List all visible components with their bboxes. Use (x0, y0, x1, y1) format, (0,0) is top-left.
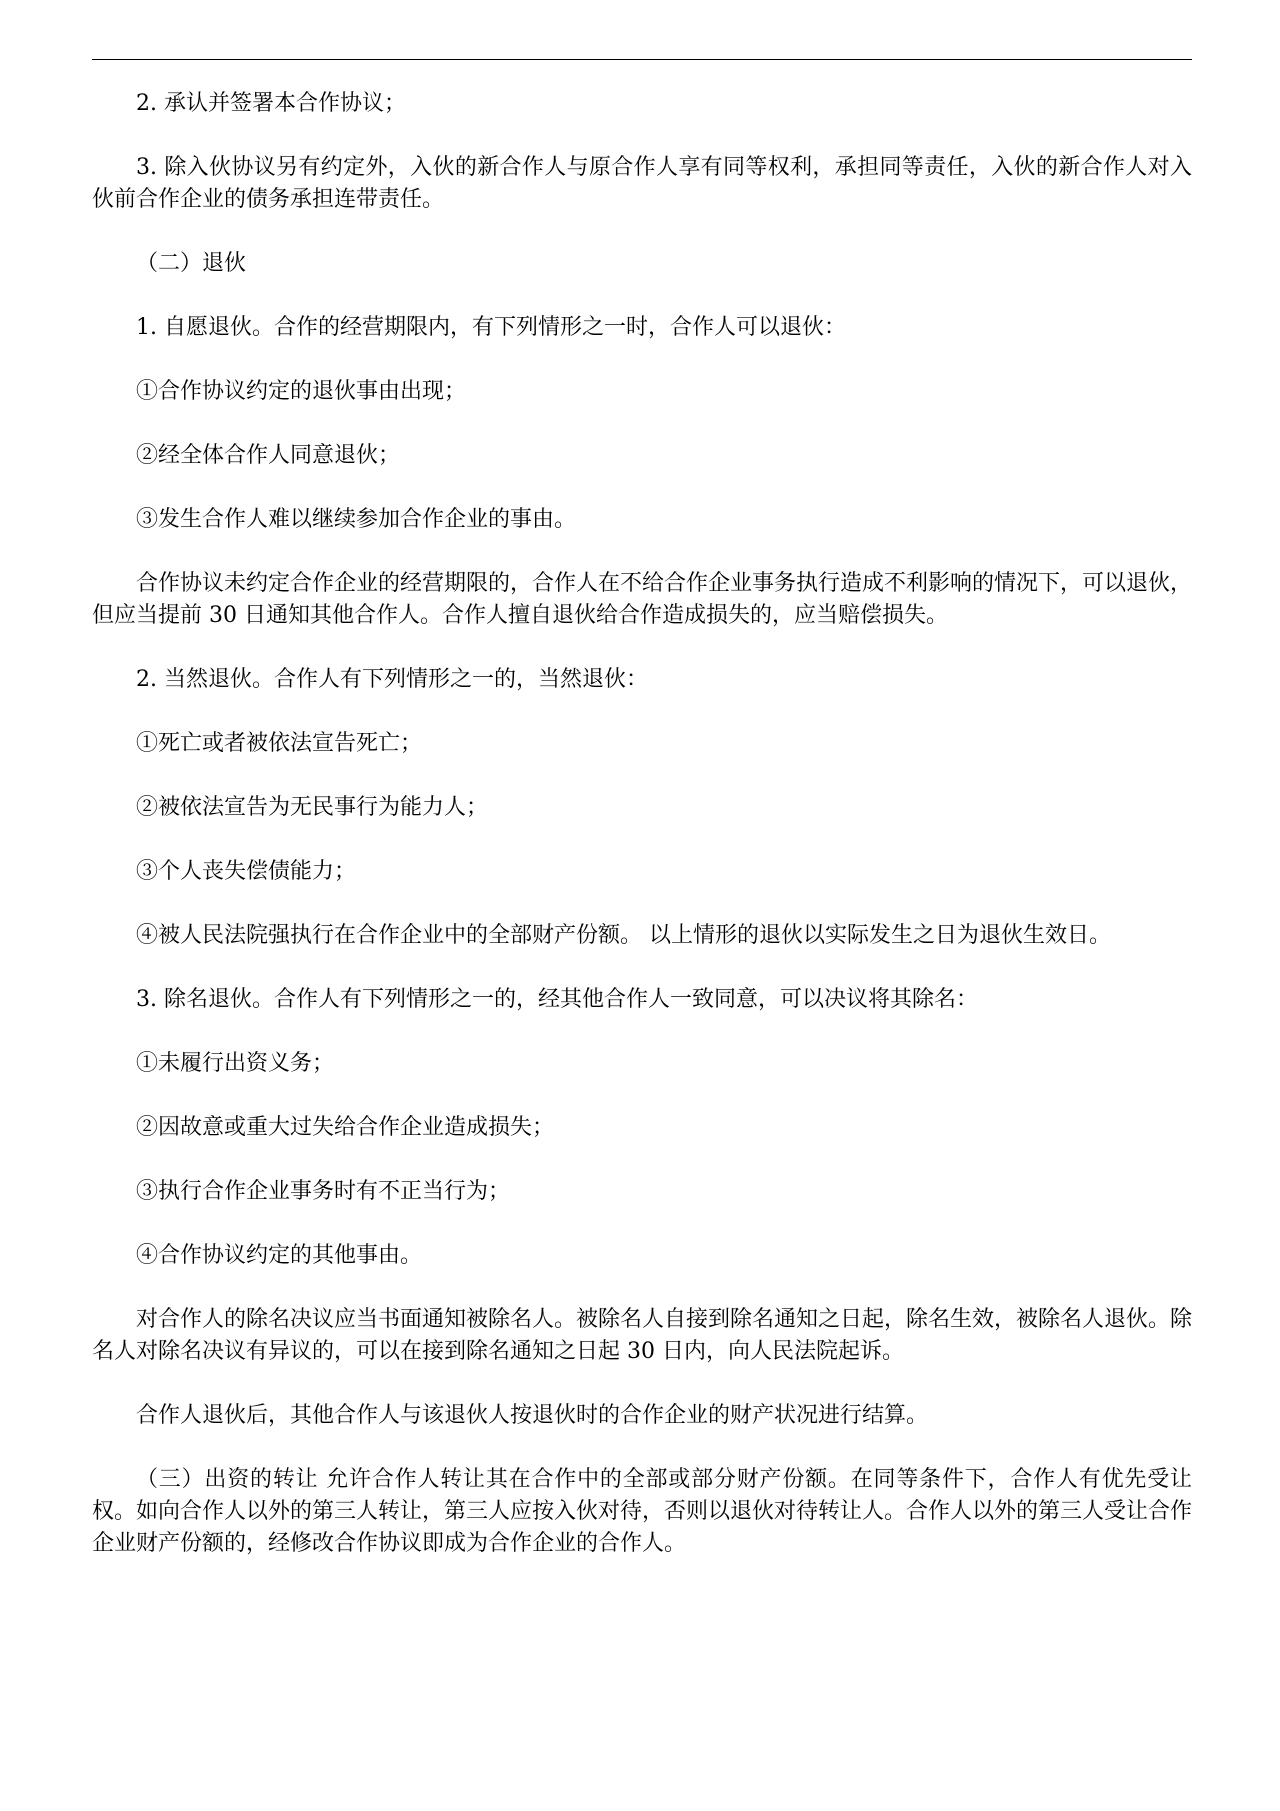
list-item: ④合作协议约定的其他事由。 (136, 1243, 423, 1268)
paragraph: 合作协议未约定合作企业的经营期限的，合作人在不给合作企业事务执行造成不利影响的情况下，可以退伙，但应当提前 30 日通知其他合作人。合作人擅自退伙给合作造成损失的，应当赔偿损失。 (92, 571, 1193, 628)
paragraph: 2. 承认并签署本合作协议； (136, 91, 406, 116)
header-rule (92, 59, 1192, 60)
paragraph: 对合作人的除名决议应当书面通知被除名人。被除名人自接到除名通知之日起，除名生效，被除名人退伙。除名人对除名决议有异议的，可以在接到除名通知之日起 30 日内，向人民法院起诉。 (92, 1307, 1193, 1364)
list-item: ②经全体合作人同意退伙； (136, 443, 401, 468)
paragraph: 3. 除入伙协议另有约定外，入伙的新合作人与原合作人享有同等权利，承担同等责任，入伙的新合作人对入伙前合作企业的债务承担连带责任。 (92, 155, 1192, 212)
document-body (92, 88, 1192, 1592)
list-item: ①合作协议约定的退伙事由出现； (136, 379, 467, 404)
list-item: ③执行合作企业事务时有不正当行为； (136, 1179, 511, 1204)
paragraph: 3. 除名退伙。合作人有下列情形之一的，经其他合作人一致同意，可以决议将其除名： (136, 987, 978, 1012)
list-item: ②因故意或重大过失给合作企业造成损失； (136, 1115, 555, 1140)
list-item: ④被人民法院强执行在合作企业中的全部财产份额。 以上情形的退伙以实际发生之日为退伙生效日。 (136, 923, 1111, 948)
paragraph: 2. 当然退伙。合作人有下列情形之一的，当然退伙： (136, 667, 648, 692)
paragraph: 合作人退伙后，其他合作人与该退伙人按退伙时的合作企业的财产状况进行结算。 (136, 1403, 929, 1428)
list-item: ③发生合作人难以继续参加合作企业的事由。 (136, 507, 577, 532)
list-item: ①死亡或者被依法宣告死亡； (136, 731, 423, 756)
paragraph: （三）出资的转让 允许合作人转让其在合作中的全部或部分财产份额。在同等条件下，合作人有优先受让权。如向合作人以外的第三人转让，第三人应按入伙对待，否则以退伙对待转让人。合作人以外的第三人受让合作企业财产份额的，经修改合作协议即成为合作企业的合作人。 (92, 1467, 1193, 1556)
paragraph: 1. 自愿退伙。合作的经营期限内，有下列情形之一时，合作人可以退伙： (136, 315, 846, 340)
list-item: ③个人丧失偿债能力； (136, 859, 357, 884)
section-heading: （二）退伙 (136, 251, 247, 276)
list-item: ②被依法宣告为无民事行为能力人； (136, 795, 489, 820)
list-item: ①未履行出资义务； (136, 1051, 335, 1076)
